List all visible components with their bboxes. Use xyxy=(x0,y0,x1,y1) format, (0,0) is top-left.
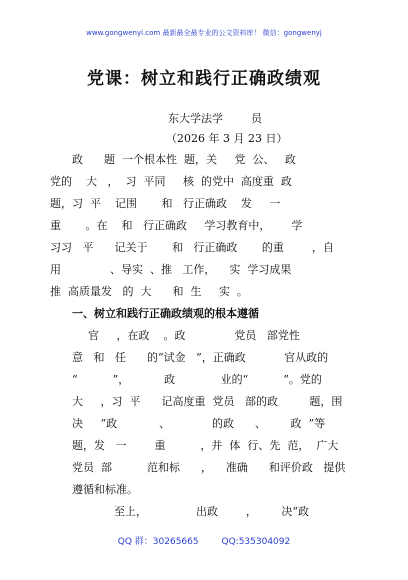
paragraph-line: 遵循和标准。 xyxy=(72,483,138,496)
footer-contacts: QQ 群：30265665 QQ:535304092 xyxy=(117,537,291,547)
paragraph-line: 决 “政 、 的政 、 政 ”等 xyxy=(72,417,326,430)
paragraph-line: 意 和 任 的“试金 ”，正确政 官从政的 xyxy=(72,351,329,364)
paragraph-line: “ ”， 政 业的“ ”。党的 xyxy=(72,373,322,386)
paragraph-line: 习习 平 记关于 和 行正确政 的重 ，自 xyxy=(50,241,334,254)
header-banner: www.gongwenyi.com 最新最全最专业的公文资料库！ 微信：gongwenyj xyxy=(86,29,322,37)
section-heading: 一、树立和践行正确政绩观的根本遵循 xyxy=(72,307,259,320)
document-title: 党课：树立和践行正确政绩观 xyxy=(87,69,321,89)
paragraph-line: 大 ，习 平 记高度重 党员 部的政 题，围 xyxy=(72,395,343,408)
paragraph-line: 重 。在 和 行正确政 学习教育中， 学 xyxy=(50,219,303,232)
paragraph-line: 政 题 一个根本性 题，关 党 公、 政 xyxy=(72,153,296,166)
paragraph-line: 至上， 出政 ， 决“政 xyxy=(114,505,310,518)
date-line: （2026 年 3 月 23 日） xyxy=(166,132,288,145)
paragraph-line: 用 、导实 、推 工作， 实 学习成果 xyxy=(50,263,292,276)
paragraph-line: 官 ，在政 。政 党员 部党性 xyxy=(88,329,300,342)
author-line: 东大学法学 员 xyxy=(168,112,262,125)
paragraph-line: 推 高质量发 的 大 和 生 实 。 xyxy=(50,285,248,298)
paragraph-line: 题，发 一 重 ，并 体 行、先 范， 广大 xyxy=(72,439,339,452)
paragraph-line: 党员 部 范和标 ， 准确 和评价政 提供 xyxy=(72,461,346,474)
paragraph-line: 党的 大 ， 习 平同 核 的党中 高度重 政 xyxy=(50,175,292,188)
paragraph-line: 题，习 平 记围 和 行正确政 发 一 xyxy=(50,197,281,210)
